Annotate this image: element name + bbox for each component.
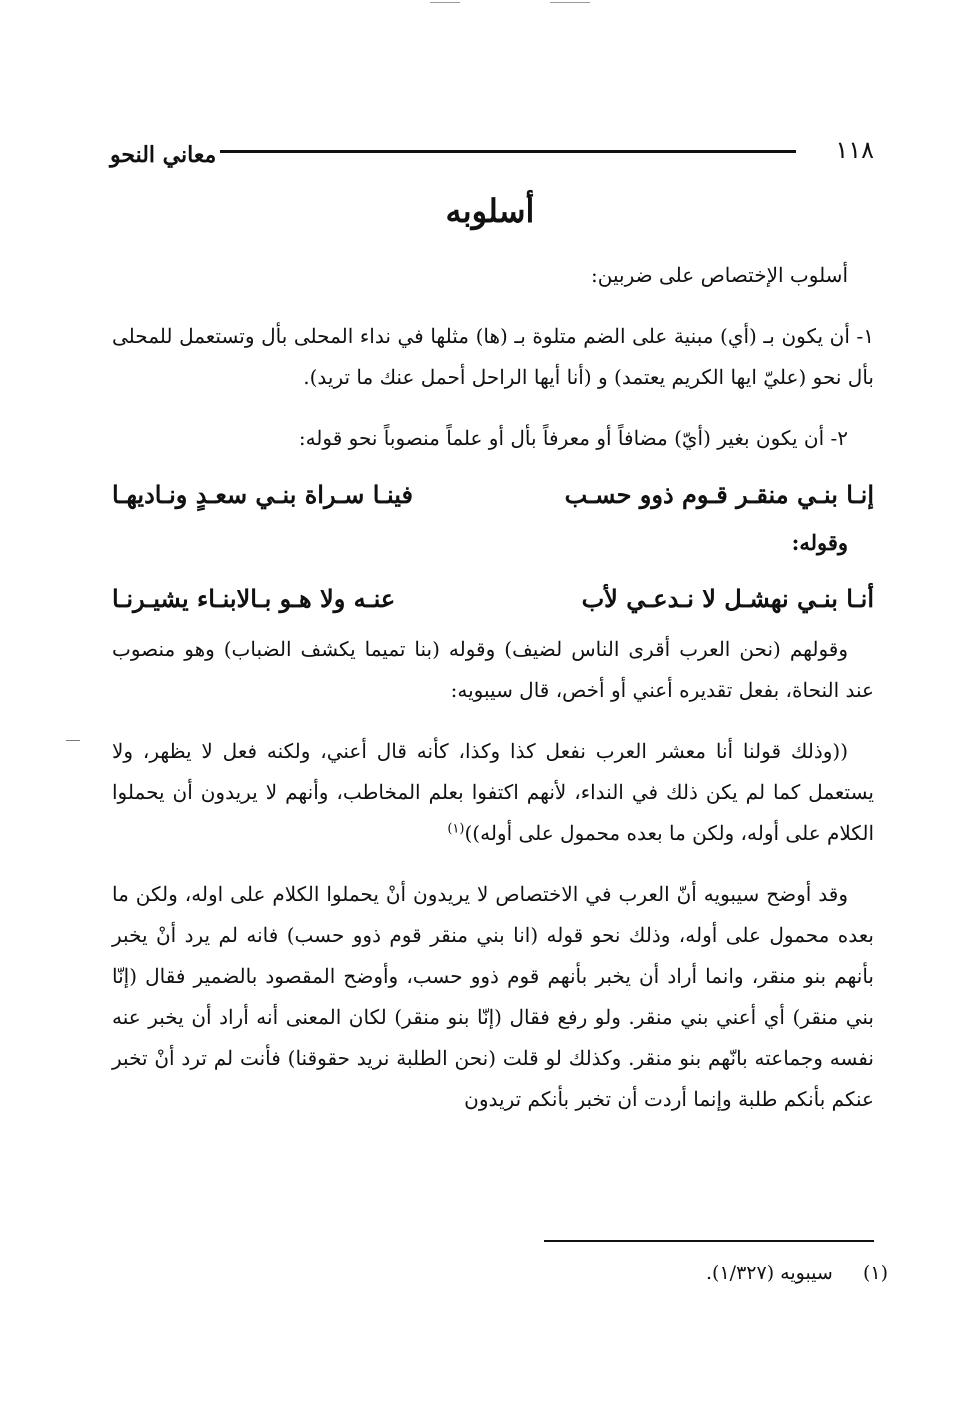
verse-2 bbox=[112, 577, 874, 621]
footnote-text: سيبويه (١/٣٢٧). bbox=[706, 1262, 833, 1284]
margin-mark bbox=[66, 740, 80, 741]
verse-1 bbox=[112, 473, 874, 517]
running-title: معاني النحو bbox=[110, 142, 217, 168]
quote-text: ((وذلك قولنا أنا معشر العرب نفعل كذا وكذا، كأنه قال أعني، ولكنه فعل لا يظهر، ولا يستعمل كما لم يكن ذلك في النداء، لأنهم اكتفوا بعلم المخاطب، وأنهم لا يريدون أن يحملوا الكلام على أوله، ولكن ما بعده محمول على أوله)) bbox=[112, 739, 874, 845]
verse-1-first-hemistich: إنـا بنـي منقـر قـوم ذوو حسـب bbox=[564, 480, 874, 509]
sibawayh-quote bbox=[112, 731, 874, 854]
paragraph-1: وقولهم (نحن العرب أقرى الناس لضيف) وقوله (بنا تميما يكشف الضباب) وهو منصوب عند النحاة، بفعل تقديره أعني أو أخص، قال سيبويه: bbox=[112, 637, 874, 702]
point-1-paragraph: ١- أن يكون بـ (أي) مبنية على الضم متلوة بـ (ها) مثلها في نداء المحلى بأل وتستعمل للمحلى بأل نحو (عليّ ايها الكريم يعتمد) و (أنا أيها الراحل أحمل عنك ما تريد). bbox=[112, 324, 874, 389]
and-his-saying-label: وقوله: bbox=[791, 530, 848, 555]
point-2-paragraph: ٢- أن يكون بغير (أيّ) مضافاً أو معرفاً بأل أو علماً منصوباً نحو قوله: bbox=[298, 426, 848, 450]
main-text bbox=[112, 255, 874, 1120]
footnote-reference: (١) bbox=[447, 821, 465, 837]
page-number: ١١٨ bbox=[835, 136, 874, 164]
footnote-rule bbox=[544, 1240, 874, 1242]
verse-2-first-hemistich: أنـا بنـي نهشـل لا نـدعـي لأب bbox=[581, 584, 874, 613]
section-title: أسلوبه bbox=[445, 192, 535, 230]
header-rule bbox=[220, 150, 796, 153]
page-header bbox=[110, 132, 880, 182]
verse-2-second-hemistich: عنـه ولا هـو بـالابنـاء يشيـرنـا bbox=[112, 584, 396, 613]
verse-1-second-hemistich: فينـا سـراة بنـي سعـدٍ ونـاديهـا bbox=[112, 480, 414, 509]
top-scan-marks bbox=[430, 2, 590, 6]
footnote-marker: (١) bbox=[862, 1262, 888, 1284]
paragraph-2: وقد أوضح سيبويه أنّ العرب في الاختصاص لا يريدون أنْ يحملوا الكلام على اوله، ولكن ما بعده محمول على أوله، وذلك نحو قوله (انا بني منقر قوم ذوو حسب) فانه لم يرد أنْ يخبر بأنهم بنو منقر، وانما أراد أن يخبر بأنهم قوم ذوو حسب، وأوضح المقصود بالضمير فقال (إنّا بني منقر) أي أعني بني منقر. ولو رفع فقال (إنّا بنو منقر) لكان المعنى أنه أراد أن يخبر عنه نفسه وجماعته بانّهم بنو منقر. وكذلك لو قلت (نحن الطلبة نريد حقوقنا) فأنت لم ترد أنْ تخبر عنكم بأنكم طلبة وإنما أردت أن تخبر بأنكم تريدون bbox=[112, 882, 874, 1111]
intro-paragraph: أسلوب الإختصاص على ضربين: bbox=[591, 263, 848, 287]
footnote bbox=[706, 1262, 888, 1284]
